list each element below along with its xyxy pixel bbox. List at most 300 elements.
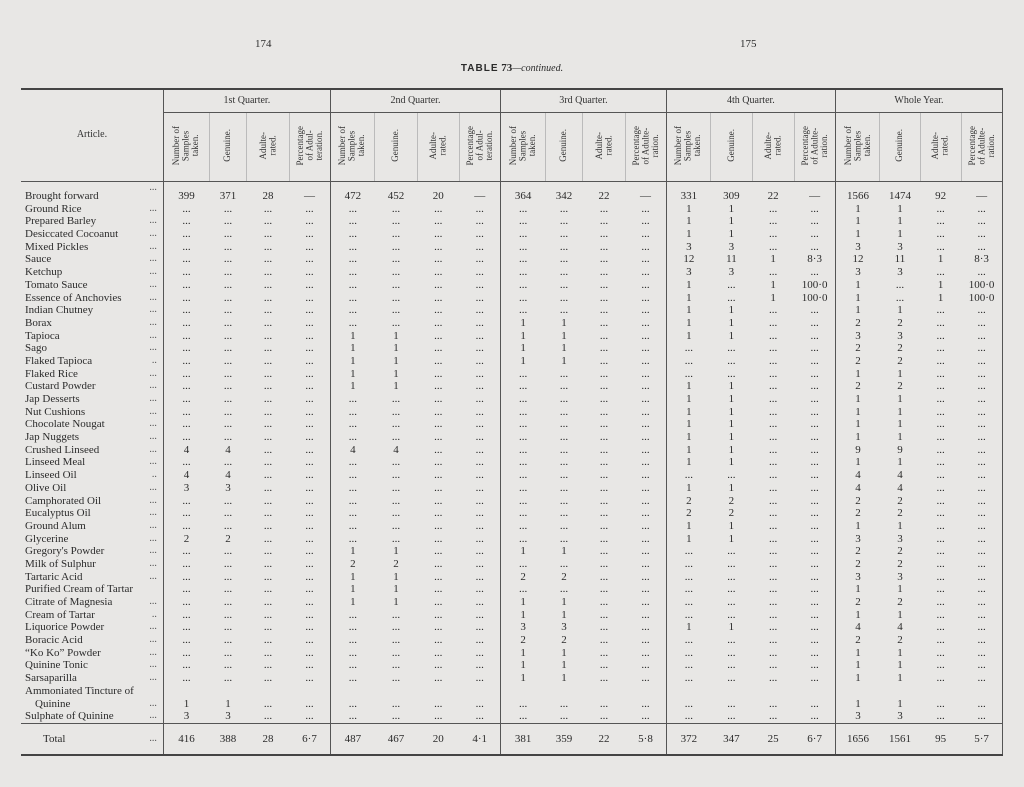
value-cell: 1656 [835, 723, 880, 755]
value-cell [666, 685, 711, 698]
value-cell: ... [769, 659, 778, 672]
value-cell: ... [727, 367, 736, 380]
value-cell: ... [936, 202, 945, 215]
column-header-label: Adulte- rated. [930, 132, 950, 160]
column-header-label: Genuine. [558, 129, 569, 163]
value-cell: ... [936, 494, 945, 507]
table-row [21, 317, 1003, 330]
value-cell: ... [936, 672, 945, 685]
value-cell: ... [625, 545, 666, 558]
value-cell: ... [263, 316, 273, 329]
value-cell: ... [459, 533, 500, 546]
value-cell: ... [961, 215, 1002, 228]
value-cell: ... [599, 431, 609, 444]
value-cell: ... [223, 672, 233, 685]
value-cell: ... [289, 393, 330, 406]
value-cell: ... [434, 367, 443, 380]
value-cell: ... [625, 330, 666, 343]
value-cell [247, 685, 289, 698]
value-cell: ... [625, 444, 666, 457]
value-cell: ... [961, 406, 1002, 419]
article-name-cell [21, 444, 163, 457]
value-cell: ... [391, 278, 401, 291]
value-cell: ... [599, 672, 609, 685]
value-cell: ... [459, 469, 500, 482]
value-cell: ... [434, 634, 443, 647]
value-cell: 22 [598, 190, 610, 202]
value-cell: ... [391, 240, 401, 253]
value-cell: ... [391, 431, 401, 444]
value-cell: 1 [350, 380, 356, 393]
value-cell: ... [599, 443, 609, 456]
value-cell: ... [348, 278, 357, 291]
article-name-cell [21, 355, 163, 368]
value-cell: 2 [897, 354, 903, 367]
value-cell: ... [434, 545, 443, 558]
value-cell: ... [289, 317, 330, 330]
value-cell: ... [936, 380, 945, 393]
value-cell: 1 [728, 329, 735, 342]
article-name: Olive Oil [25, 481, 67, 494]
article-name-cell [21, 672, 163, 685]
value-cell: ... [599, 215, 609, 228]
leader-dots: ... [149, 443, 157, 455]
leader-dots: ... [149, 532, 157, 544]
value-cell: ... [263, 557, 273, 570]
value-cell: 9 [855, 443, 861, 456]
value-cell: ... [599, 266, 609, 279]
value-cell: ... [348, 316, 357, 329]
value-cell: ... [794, 482, 835, 495]
value-cell: ... [434, 215, 443, 228]
value-cell: ... [684, 659, 693, 672]
value-cell: ... [769, 354, 778, 367]
value-cell: ... [459, 330, 500, 343]
value-cell: ... [794, 393, 835, 406]
value-cell: ... [518, 710, 528, 723]
value-cell: 1 [350, 367, 356, 380]
leader-dots: ... [149, 367, 157, 379]
value-cell: ... [434, 481, 443, 494]
value-cell: ... [599, 253, 609, 266]
leader-dots: ... [149, 710, 157, 722]
value-cell: ... [599, 570, 609, 583]
article-name-cell [21, 659, 163, 672]
value-cell: ... [625, 279, 666, 292]
article-name-cell [21, 330, 163, 343]
value-cell: ... [459, 596, 500, 609]
value-cell: ... [223, 608, 233, 621]
value-cell: 1 [561, 608, 567, 621]
value-cell: 1 [520, 329, 526, 342]
value-cell: ... [961, 355, 1002, 368]
leader-dots: ... [149, 316, 157, 328]
value-cell: ... [348, 266, 357, 279]
value-cell: ... [348, 532, 357, 545]
column-header [330, 113, 375, 182]
value-cell: ... [559, 253, 569, 266]
value-cell: 2 [897, 507, 903, 520]
value-cell: ... [348, 456, 357, 469]
article-name: Prepared Barley [25, 215, 97, 228]
value-cell: 1 [728, 405, 735, 418]
value-cell: 1 [561, 329, 567, 342]
value-cell: ... [599, 405, 609, 418]
value-cell: ... [599, 494, 609, 507]
value-cell: ... [794, 380, 835, 393]
value-cell: 1566 [846, 190, 869, 202]
value-cell: ... [625, 317, 666, 330]
value-cell: ... [936, 228, 945, 241]
value-cell: 4 [183, 469, 190, 482]
value-cell: 1 [686, 228, 692, 241]
leader-dots: ... [149, 329, 157, 341]
value-cell: ... [961, 241, 1002, 254]
value-cell: ... [263, 583, 273, 596]
value-cell: ... [459, 228, 500, 241]
value-cell: ... [727, 557, 736, 570]
value-cell: ... [936, 710, 945, 723]
column-header [880, 113, 920, 182]
column-header [375, 113, 417, 182]
value-cell: ... [936, 266, 945, 279]
value-cell: ... [391, 418, 401, 431]
column-header-label: Percentage of Adulte- ration. [966, 126, 996, 166]
value-cell: 1 [520, 646, 526, 659]
value-cell: 364 [514, 190, 532, 202]
value-cell: ... [559, 367, 569, 380]
value-cell: 28 [262, 190, 274, 202]
value-cell: ... [391, 697, 401, 710]
value-cell: ... [684, 354, 693, 367]
value-cell: ... [391, 659, 401, 672]
article-name: Essence of Anchovies [25, 291, 122, 304]
value-cell: ... [625, 659, 666, 672]
value-cell: ... [769, 240, 778, 253]
value-cell: ... [289, 215, 330, 228]
value-cell: — [459, 182, 500, 203]
value-cell: ... [182, 405, 191, 418]
value-cell: ... [769, 608, 778, 621]
value-cell: 2 [520, 570, 526, 583]
value-cell: 12 [683, 253, 695, 266]
article-name: Flaked Rice [25, 367, 78, 380]
table-row [21, 672, 1003, 685]
value-cell: ... [794, 507, 835, 520]
value-cell: ... [263, 634, 273, 647]
value-cell: ... [391, 710, 401, 723]
leader-dots: ... [149, 456, 157, 468]
value-cell: 372 [666, 723, 711, 755]
value-cell: ... [961, 266, 1002, 279]
value-cell: ... [625, 431, 666, 444]
value-cell: ... [223, 266, 233, 279]
value-cell: ... [289, 330, 330, 343]
leader-dots: .. [151, 354, 157, 366]
value-cell: 3 [728, 266, 735, 279]
value-cell: ... [434, 240, 443, 253]
value-cell: 1 [728, 202, 735, 215]
value-cell: ... [599, 519, 609, 532]
table-row [21, 583, 1003, 596]
table-row [21, 609, 1003, 622]
value-cell: ... [263, 570, 273, 583]
value-cell: 6·7 [289, 723, 330, 755]
value-cell: ... [348, 697, 357, 710]
value-cell: ... [961, 545, 1002, 558]
table-suffix: —continued. [512, 63, 564, 74]
value-cell: 3 [855, 532, 861, 545]
value-cell: ... [684, 646, 693, 659]
value-cell: ... [289, 520, 330, 533]
value-cell: ... [559, 710, 569, 723]
value-cell: ... [348, 240, 357, 253]
value-cell: ... [223, 494, 233, 507]
value-cell: 1 [393, 354, 399, 367]
value-cell [209, 685, 247, 698]
value-cell: ... [391, 291, 401, 304]
column-header [920, 113, 961, 182]
value-cell: ... [223, 278, 233, 291]
value-cell: ... [182, 519, 191, 532]
value-cell: ... [599, 583, 609, 596]
value-cell: ... [518, 291, 528, 304]
value-cell: ... [263, 659, 273, 672]
value-cell: ... [961, 304, 1002, 317]
value-cell: — [289, 182, 330, 203]
value-cell: 1 [520, 354, 526, 367]
value-cell: 1 [897, 367, 903, 380]
value-cell: ... [961, 203, 1002, 216]
article-name: Gregory's Powder [25, 545, 105, 558]
value-cell: ... [684, 557, 693, 570]
value-cell: ... [459, 609, 500, 622]
value-cell: ... [182, 621, 191, 634]
value-cell: ... [936, 646, 945, 659]
value-cell: ... [391, 621, 401, 634]
value-cell: ... [769, 418, 778, 431]
value-cell: ... [625, 228, 666, 241]
value-cell: 1 [855, 697, 861, 710]
value-cell: ... [599, 634, 609, 647]
value-cell: ... [599, 697, 609, 710]
leader-dots: ... [149, 405, 157, 417]
value-cell: ... [599, 646, 609, 659]
article-name: Tapioca [25, 329, 60, 342]
table-row [21, 621, 1003, 634]
value-cell: ... [794, 558, 835, 571]
leader-dots: ... [149, 380, 157, 392]
value-cell: 2 [897, 634, 903, 647]
value-cell: 1 [393, 329, 399, 342]
value-cell: 3 [520, 621, 526, 634]
value-cell: ... [794, 444, 835, 457]
value-cell: 1 [897, 519, 903, 532]
value-cell: 416 [163, 723, 209, 755]
value-cell: ... [559, 393, 569, 405]
column-header-label: Adulte- rated. [593, 132, 614, 160]
value-cell: ... [289, 621, 330, 634]
value-cell: ... [223, 215, 233, 228]
value-cell: ... [182, 608, 191, 621]
value-cell: 3 [897, 240, 903, 253]
value-cell: 2 [897, 545, 903, 558]
value-cell: ... [625, 253, 666, 266]
value-cell: ... [599, 469, 609, 482]
table-row [21, 342, 1003, 355]
article-name: Brought forward [25, 190, 99, 202]
value-cell: ... [459, 444, 500, 457]
value-cell: ... [459, 558, 500, 571]
value-cell: 1 [350, 596, 356, 608]
value-cell: 1 [225, 697, 231, 710]
value-cell: ... [769, 519, 778, 532]
article-name: Sarsaparilla [25, 672, 77, 685]
value-cell: ... [559, 291, 569, 304]
value-cell: ... [936, 443, 945, 456]
value-cell: ... [625, 647, 666, 660]
table-row [21, 418, 1003, 431]
column-header-label: Number of Samples taken. [842, 126, 872, 166]
value-cell: ... [459, 266, 500, 279]
value-cell: ... [263, 596, 273, 608]
value-cell: ... [518, 481, 528, 494]
value-cell: ... [223, 253, 233, 266]
value-cell: ... [559, 469, 569, 482]
article-name: Ketchup [25, 266, 63, 279]
value-cell: ... [289, 304, 330, 317]
value-cell: ... [263, 481, 273, 494]
article-name: Tartaric Acid [25, 570, 83, 583]
value-cell: ... [263, 405, 273, 418]
total-row [21, 723, 1003, 755]
value-cell: 1 [855, 672, 861, 685]
leader-dots: ... [149, 278, 157, 290]
value-cell: ... [289, 507, 330, 520]
value-cell: ... [434, 393, 443, 405]
value-cell: ... [223, 596, 233, 608]
leader-dots: ... [149, 418, 157, 430]
value-cell: ... [459, 545, 500, 558]
quarter-header: 4th Quarter. [666, 89, 835, 113]
value-cell: ... [289, 609, 330, 622]
value-cell: 3 [897, 570, 903, 583]
value-cell: ... [961, 456, 1002, 469]
value-cell [417, 685, 459, 698]
value-cell: ... [961, 621, 1002, 634]
value-cell: ... [459, 495, 500, 508]
value-cell: ... [599, 342, 609, 355]
value-cell: ... [263, 697, 273, 710]
value-cell: ... [263, 215, 273, 228]
value-cell: ... [434, 570, 443, 583]
value-cell: 1 [393, 367, 399, 380]
value-cell: ... [434, 443, 443, 456]
value-cell: ... [263, 507, 273, 520]
table-row [21, 203, 1003, 216]
value-cell: ... [434, 532, 443, 545]
value-cell: ... [794, 266, 835, 279]
value-cell: ... [348, 621, 357, 634]
value-cell: ... [223, 545, 233, 558]
value-cell: ... [961, 342, 1002, 355]
value-cell: ... [459, 317, 500, 330]
value-cell: ... [289, 444, 330, 457]
value-cell: ... [223, 634, 233, 647]
value-cell: ... [625, 710, 666, 723]
value-cell: ... [223, 570, 233, 583]
value-cell: ... [348, 672, 357, 685]
value-cell: ... [223, 507, 233, 520]
value-cell: ... [459, 571, 500, 584]
value-cell: ... [599, 596, 609, 608]
value-cell: 1 [855, 519, 861, 532]
value-cell: 1 [937, 291, 944, 304]
value-cell: ... [182, 266, 191, 279]
value-cell: ... [794, 571, 835, 584]
value-cell: ... [182, 456, 191, 469]
article-name-cell [21, 393, 163, 406]
value-cell: ... [434, 672, 443, 685]
table-row [21, 368, 1003, 381]
value-cell: ... [794, 330, 835, 343]
value-cell: 1 [393, 545, 399, 558]
leader-dots: ... [149, 291, 157, 303]
value-cell: ... [727, 596, 736, 608]
value-cell: ... [263, 456, 273, 469]
value-cell: ... [289, 469, 330, 482]
table-row [21, 380, 1003, 393]
value-cell: ... [936, 557, 945, 570]
value-cell: ... [599, 202, 609, 215]
quarter-header: 2nd Quarter. [330, 89, 500, 113]
value-cell: ... [434, 456, 443, 469]
value-cell: 342 [555, 190, 573, 202]
value-cell: ... [434, 431, 443, 444]
value-cell: 1 [520, 545, 526, 558]
value-cell: ... [182, 240, 191, 253]
value-cell: ... [459, 418, 500, 431]
value-cell: 1 [686, 393, 692, 405]
value-cell: 1 [520, 608, 526, 621]
value-cell: ... [794, 241, 835, 254]
leader-dots: ... [149, 494, 157, 506]
value-cell [501, 685, 546, 698]
value-cell: ... [518, 380, 528, 393]
value-cell: 1 [686, 532, 692, 545]
value-cell: ... [459, 342, 500, 355]
value-cell: ... [518, 393, 528, 405]
value-cell: 1 [728, 215, 735, 228]
article-name: Tomato Sauce [25, 278, 88, 291]
value-cell: 1 [350, 329, 356, 342]
leader-dots: ... [149, 634, 157, 646]
value-cell: ... [182, 291, 191, 304]
column-header [625, 113, 666, 182]
value-cell: ... [961, 710, 1002, 723]
value-cell: 2 [855, 557, 861, 570]
value-cell: ... [727, 659, 736, 672]
value-cell: ... [961, 228, 1002, 241]
table-row [21, 469, 1003, 482]
value-cell: ... [518, 532, 528, 545]
value-cell: ... [263, 710, 273, 723]
value-cell: 2 [855, 507, 861, 520]
column-header [417, 113, 459, 182]
value-cell: ... [559, 697, 569, 710]
value-cell: 1 [350, 342, 356, 355]
value-cell: ... [459, 482, 500, 495]
